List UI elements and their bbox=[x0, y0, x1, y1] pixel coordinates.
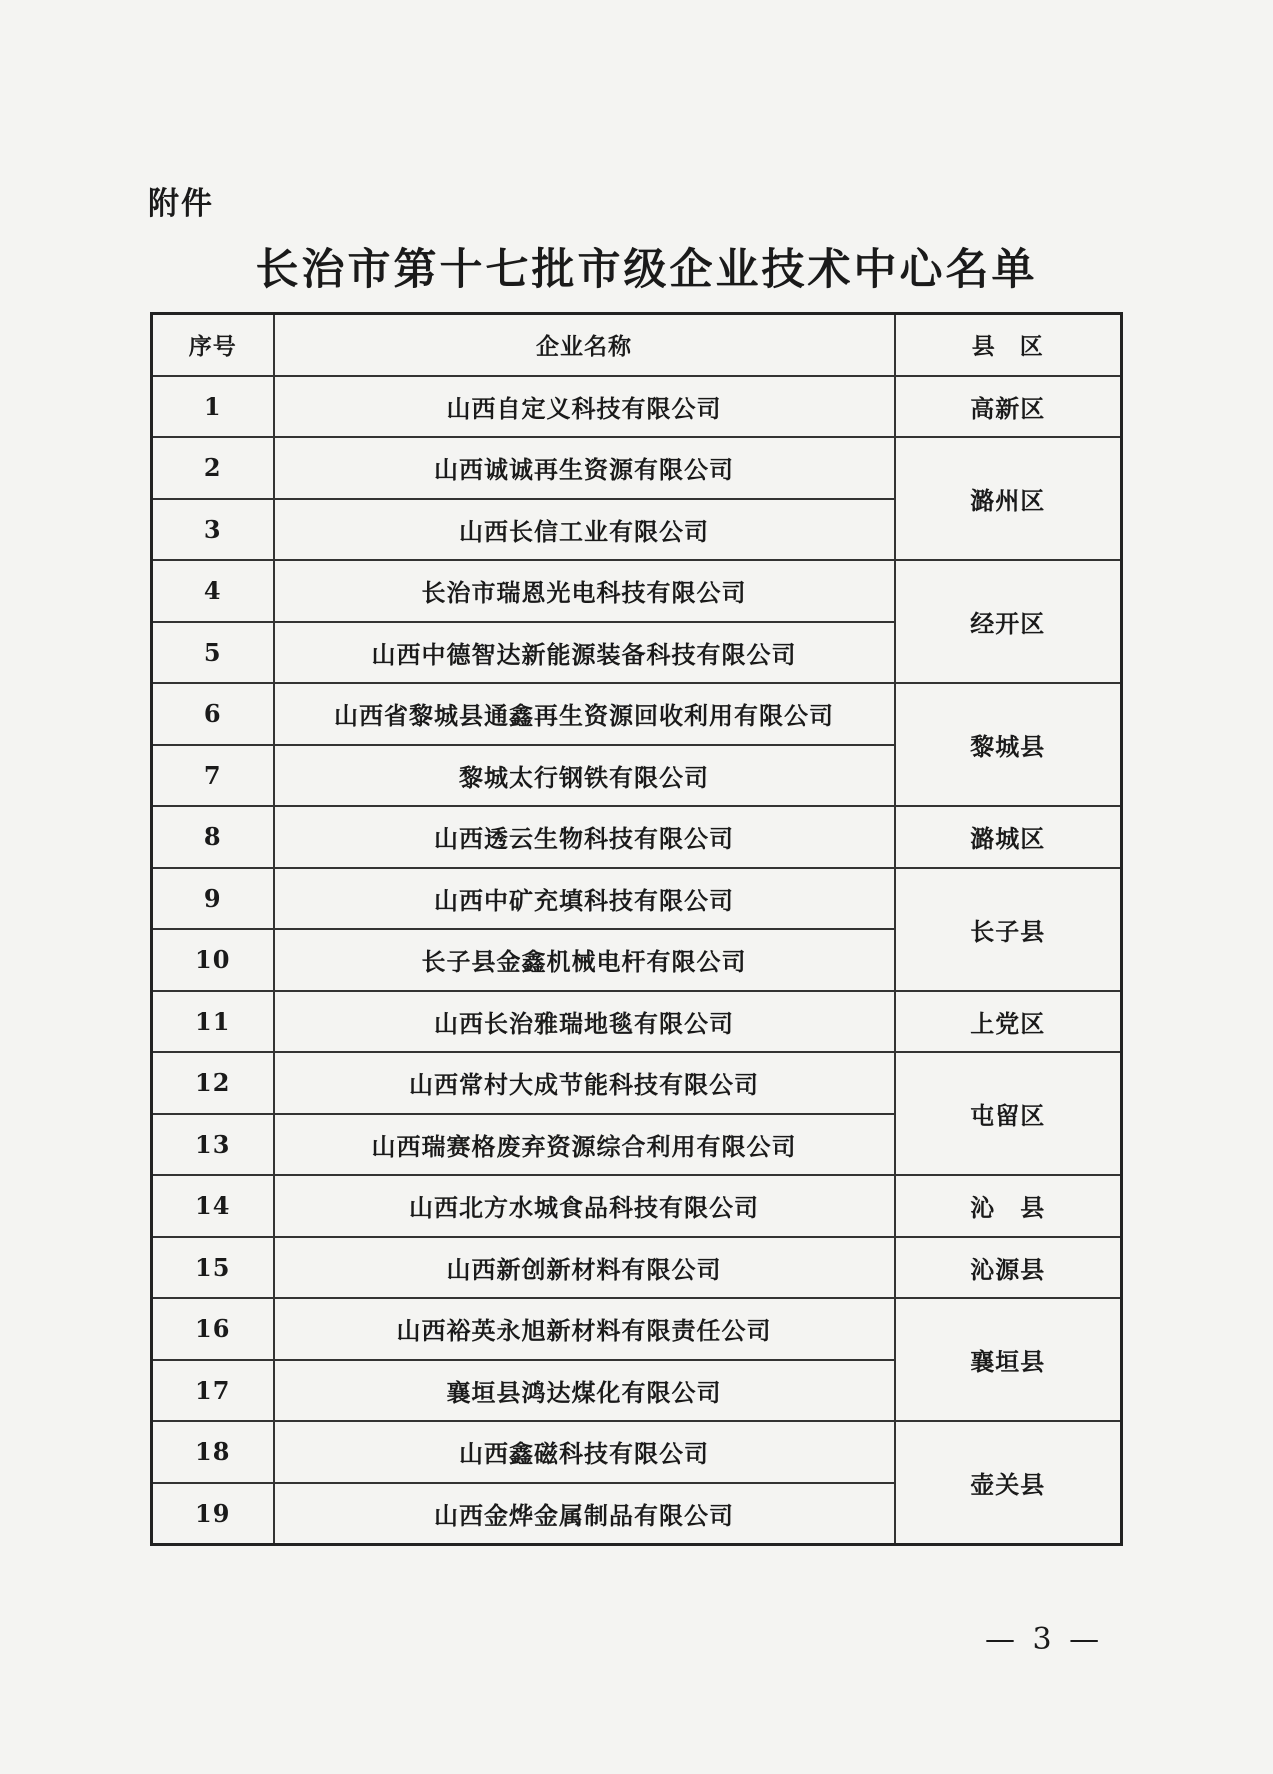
cell-enterprise-name: 山西鑫磁科技有限公司 bbox=[274, 1421, 895, 1483]
table-row bbox=[152, 991, 1122, 1053]
table-row bbox=[152, 376, 1122, 438]
cell-enterprise-name: 山西裕英永旭新材料有限责任公司 bbox=[274, 1298, 895, 1360]
cell-seq: 3 bbox=[152, 499, 274, 561]
cell-county: 黎城县 bbox=[895, 683, 1122, 806]
attachment-label: 附件 bbox=[148, 186, 214, 222]
table-row bbox=[152, 1237, 1122, 1299]
cell-county: 上党区 bbox=[895, 991, 1122, 1053]
cell-seq: 15 bbox=[152, 1237, 274, 1299]
cell-seq: 13 bbox=[152, 1114, 274, 1176]
cell-enterprise-name: 山西中德智达新能源装备科技有限公司 bbox=[274, 622, 895, 684]
cell-county: 长子县 bbox=[895, 868, 1122, 991]
page-number: — 3 — bbox=[985, 1622, 1104, 1657]
cell-seq: 5 bbox=[152, 622, 274, 684]
cell-seq: 7 bbox=[152, 745, 274, 807]
cell-county: 潞州区 bbox=[895, 437, 1122, 560]
table-row bbox=[152, 1421, 1122, 1483]
cell-enterprise-name: 山西自定义科技有限公司 bbox=[274, 376, 895, 438]
cell-seq: 9 bbox=[152, 868, 274, 930]
header-seq: 序号 bbox=[152, 314, 274, 376]
cell-enterprise-name: 山西新创新材料有限公司 bbox=[274, 1237, 895, 1299]
document-title: 长治市第十七批市级企业技术中心名单 bbox=[255, 245, 1038, 295]
cell-enterprise-name: 山西中矿充填科技有限公司 bbox=[274, 868, 895, 930]
cell-seq: 4 bbox=[152, 560, 274, 622]
header-name: 企业名称 bbox=[274, 314, 895, 376]
cell-county: 经开区 bbox=[895, 560, 1122, 683]
enterprise-table bbox=[150, 312, 1123, 1546]
cell-county: 沁 县 bbox=[895, 1175, 1122, 1237]
cell-seq: 17 bbox=[152, 1360, 274, 1422]
table-header-row bbox=[152, 314, 1122, 376]
cell-enterprise-name: 山西北方水城食品科技有限公司 bbox=[274, 1175, 895, 1237]
table-row bbox=[152, 1052, 1122, 1114]
table-row bbox=[152, 560, 1122, 622]
table-row bbox=[152, 806, 1122, 868]
cell-enterprise-name: 长子县金鑫机械电杆有限公司 bbox=[274, 929, 895, 991]
cell-county: 沁源县 bbox=[895, 1237, 1122, 1299]
cell-enterprise-name: 山西常村大成节能科技有限公司 bbox=[274, 1052, 895, 1114]
table-row bbox=[152, 1298, 1122, 1360]
cell-enterprise-name: 山西金烨金属制品有限公司 bbox=[274, 1483, 895, 1545]
cell-county: 潞城区 bbox=[895, 806, 1122, 868]
cell-seq: 19 bbox=[152, 1483, 274, 1545]
cell-enterprise-name: 山西瑞赛格废弃资源综合利用有限公司 bbox=[274, 1114, 895, 1176]
cell-enterprise-name: 山西透云生物科技有限公司 bbox=[274, 806, 895, 868]
cell-seq: 12 bbox=[152, 1052, 274, 1114]
cell-enterprise-name: 长治市瑞恩光电科技有限公司 bbox=[274, 560, 895, 622]
cell-enterprise-name: 襄垣县鸿达煤化有限公司 bbox=[274, 1360, 895, 1422]
cell-county: 高新区 bbox=[895, 376, 1122, 438]
cell-enterprise-name: 山西长信工业有限公司 bbox=[274, 499, 895, 561]
cell-seq: 8 bbox=[152, 806, 274, 868]
table-row bbox=[152, 683, 1122, 745]
header-county: 县 区 bbox=[895, 314, 1122, 376]
cell-seq: 1 bbox=[152, 376, 274, 438]
cell-seq: 11 bbox=[152, 991, 274, 1053]
cell-seq: 6 bbox=[152, 683, 274, 745]
cell-enterprise-name: 山西诚诚再生资源有限公司 bbox=[274, 437, 895, 499]
table-row bbox=[152, 437, 1122, 499]
cell-county: 屯留区 bbox=[895, 1052, 1122, 1175]
cell-county: 壶关县 bbox=[895, 1421, 1122, 1545]
cell-enterprise-name: 山西省黎城县通鑫再生资源回收利用有限公司 bbox=[274, 683, 895, 745]
table-row bbox=[152, 1175, 1122, 1237]
cell-county: 襄垣县 bbox=[895, 1298, 1122, 1421]
cell-enterprise-name: 山西长治雅瑞地毯有限公司 bbox=[274, 991, 895, 1053]
cell-seq: 10 bbox=[152, 929, 274, 991]
cell-enterprise-name: 黎城太行钢铁有限公司 bbox=[274, 745, 895, 807]
cell-seq: 2 bbox=[152, 437, 274, 499]
table-row bbox=[152, 868, 1122, 930]
cell-seq: 14 bbox=[152, 1175, 274, 1237]
cell-seq: 16 bbox=[152, 1298, 274, 1360]
cell-seq: 18 bbox=[152, 1421, 274, 1483]
